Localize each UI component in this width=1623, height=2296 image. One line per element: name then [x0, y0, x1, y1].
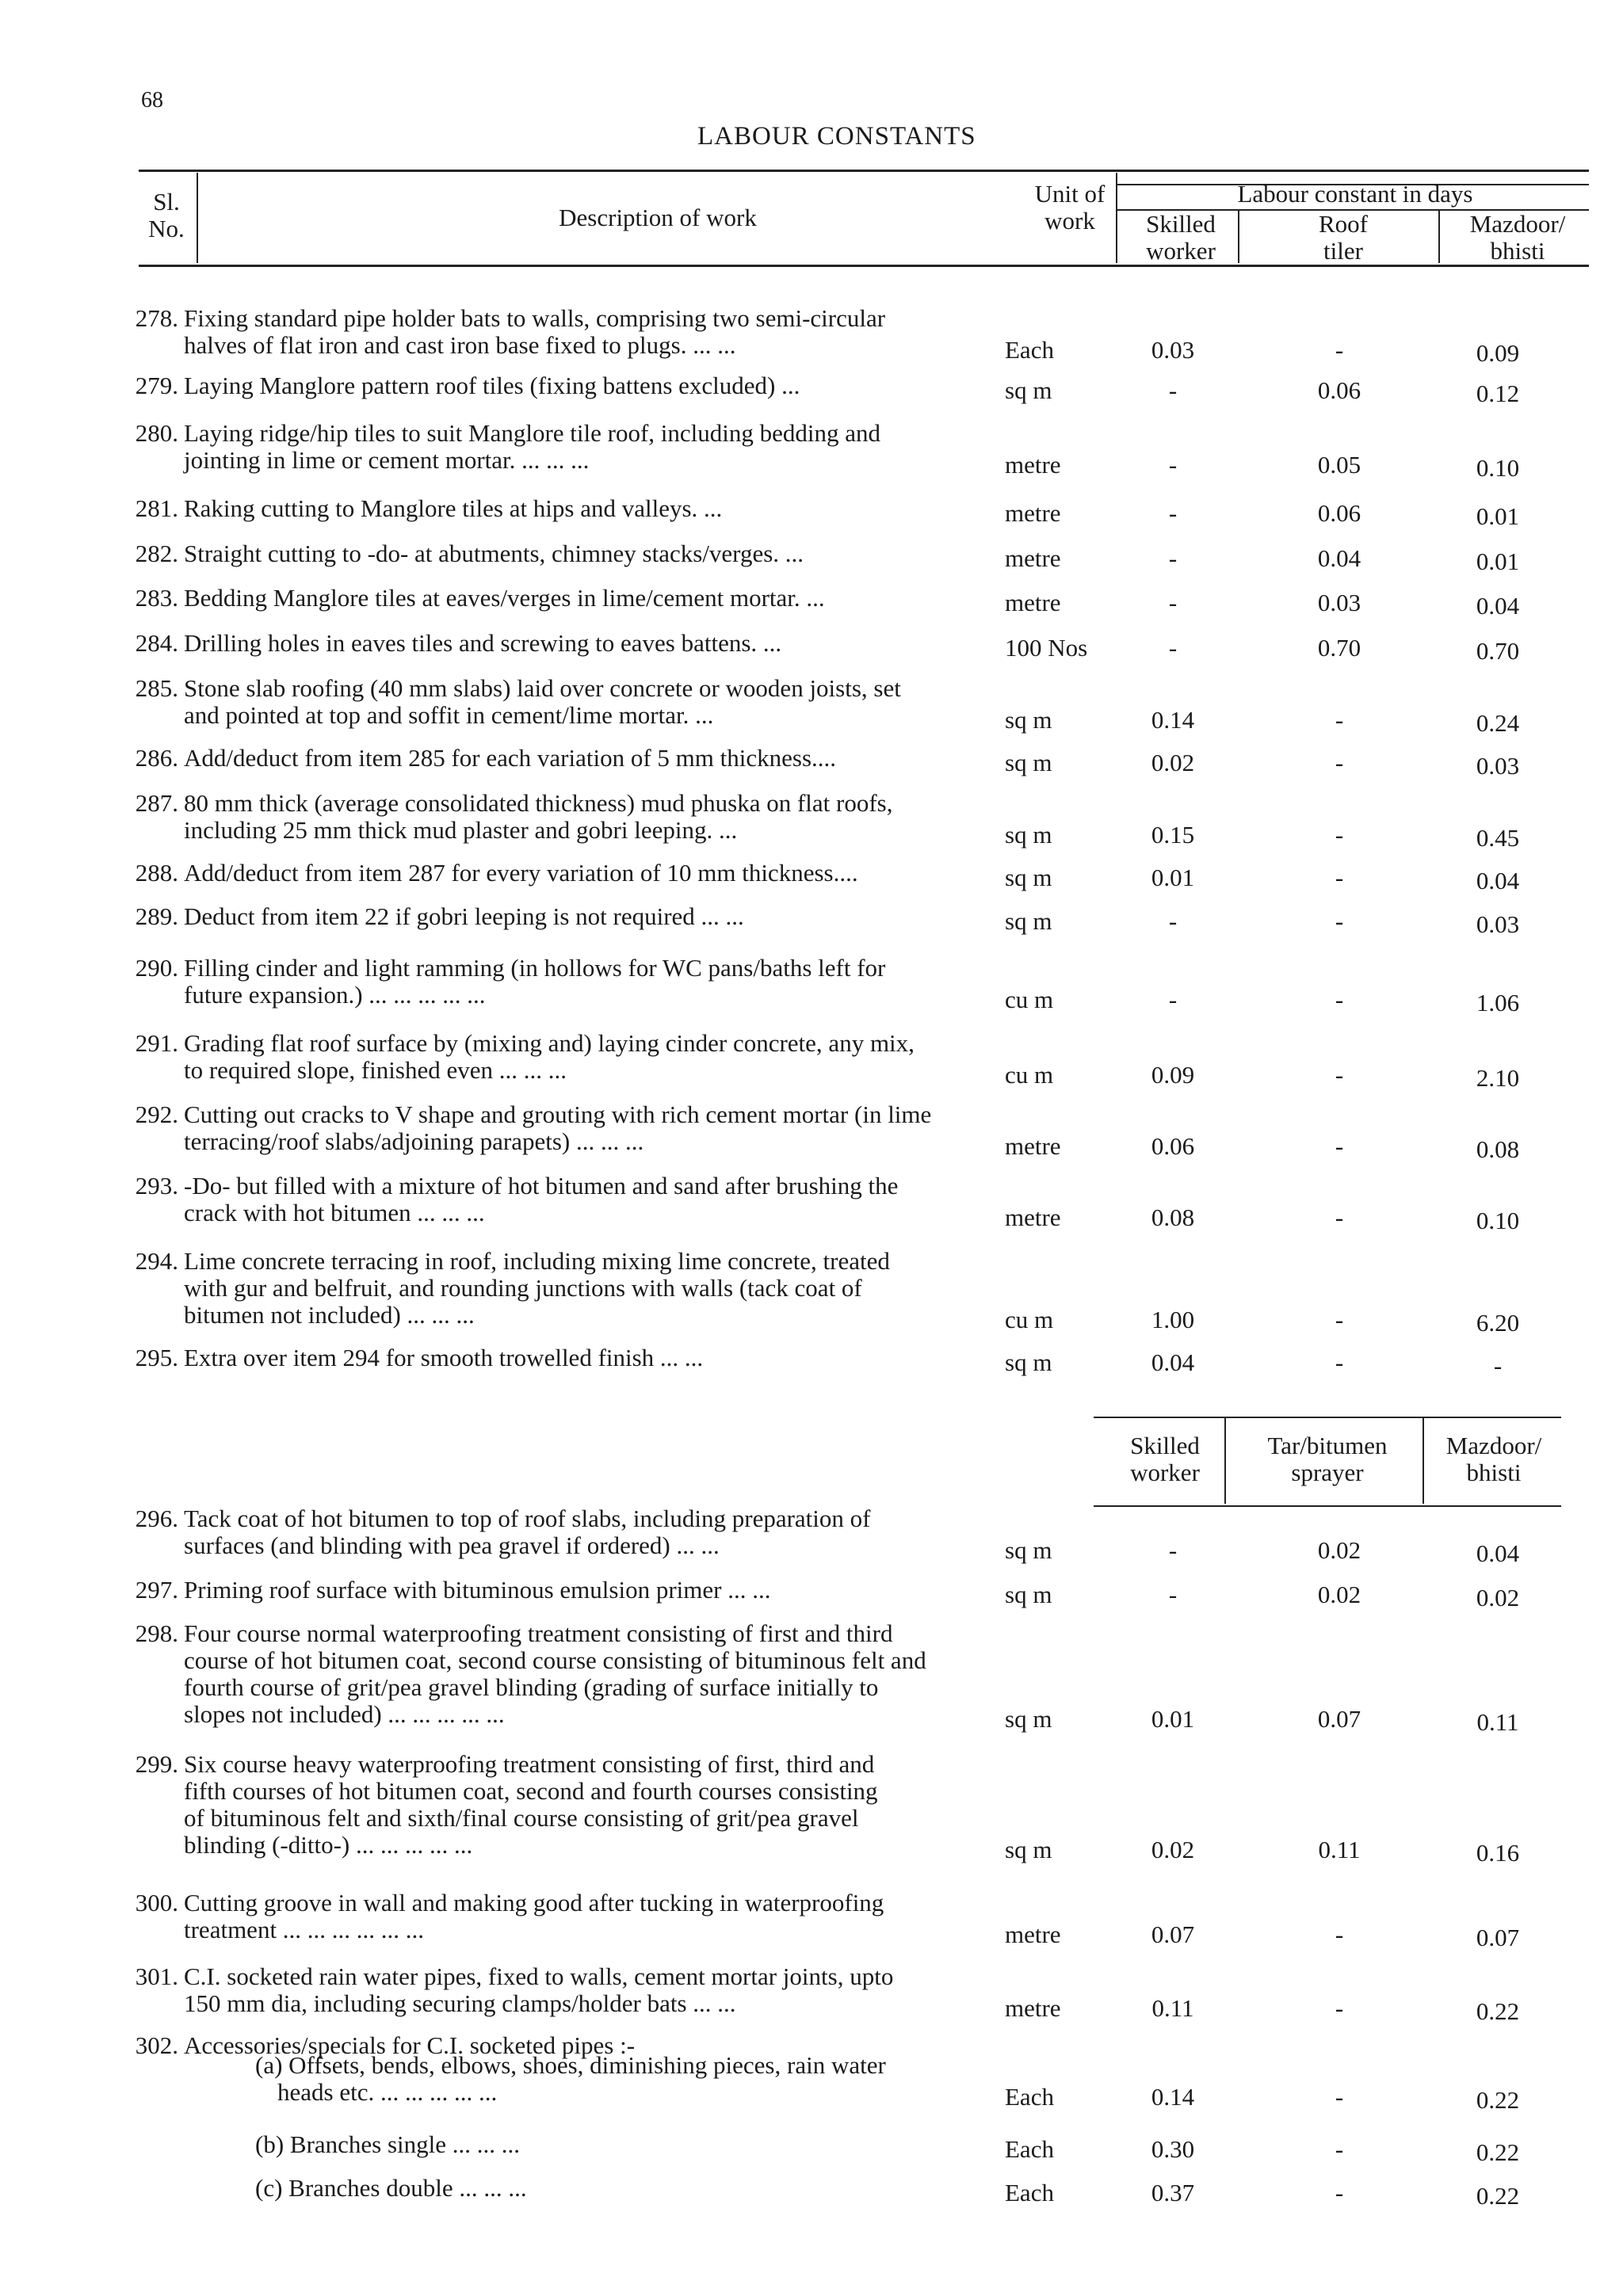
- header-description: Description of work: [559, 204, 757, 231]
- labour-value-col3: 0.70: [1476, 637, 1520, 665]
- labour-value-col1: -: [1168, 1581, 1178, 1608]
- labour-value-col1: 0.14: [1151, 2083, 1195, 2111]
- labour-value-col3: 0.04: [1476, 592, 1520, 620]
- labour-value-col1: -: [1168, 544, 1178, 572]
- header-sl-no: Sl. No.: [148, 188, 185, 242]
- item-description: terracing/roof slabs/adjoining parapets) ... ... ...: [184, 1127, 644, 1155]
- header-col2: Roof tiler: [1319, 210, 1368, 265]
- item-description: Cutting out cracks to V shape and grouting with rich cement mortar (in lime: [184, 1100, 932, 1128]
- item-number: 278.: [135, 304, 178, 332]
- labour-value-col2: -: [1335, 1306, 1344, 1333]
- labour-value-col3: 6.20: [1476, 1309, 1520, 1337]
- labour-value-col3: 0.11: [1476, 1708, 1519, 1736]
- labour-value-col1: 0.08: [1151, 1203, 1195, 1231]
- labour-value-col2: 0.07: [1317, 1705, 1361, 1733]
- labour-value-col2: -: [1335, 1061, 1344, 1089]
- labour-value-col2: 0.04: [1317, 544, 1361, 572]
- item-unit: cu m: [1005, 1306, 1054, 1333]
- item-number: 279.: [135, 372, 178, 399]
- item-unit: Each: [1005, 2179, 1054, 2206]
- item-number: 296.: [135, 1505, 178, 1532]
- header-col3: Mazdoor/ bhisti: [1469, 210, 1566, 265]
- item-unit: sq m: [1005, 1348, 1052, 1376]
- item-number: 301.: [135, 1962, 178, 1990]
- item-description: of bituminous felt and sixth/final course consisting of grit/pea gravel: [184, 1804, 859, 1832]
- labour-value-col1: -: [1168, 499, 1178, 527]
- item-number: 290.: [135, 954, 178, 982]
- labour-value-col1: -: [1168, 376, 1178, 404]
- item-number: 299.: [135, 1750, 178, 1778]
- item-description: Straight cutting to -do- at abutments, chimney stacks/verges. ...: [184, 540, 804, 567]
- item-unit: cu m: [1005, 986, 1054, 1013]
- labour-value-col3: 0.10: [1476, 1207, 1520, 1234]
- labour-value-col1: -: [1168, 451, 1178, 479]
- item-unit: metre: [1005, 1132, 1061, 1160]
- labour-value-col1: -: [1168, 907, 1178, 935]
- labour-value-col1: 0.04: [1151, 1348, 1195, 1376]
- item-description: (a) Offsets, bends, elbows, shoes, diminishing pieces, rain water: [255, 2051, 886, 2079]
- item-description: Cutting groove in wall and making good after tucking in waterproofing: [184, 1889, 884, 1917]
- item-number: 293.: [135, 1172, 178, 1199]
- item-description: including 25 mm thick mud plaster and gobri leeping. ...: [184, 816, 738, 844]
- labour-value-col2: -: [1335, 907, 1344, 935]
- labour-value-col1: 0.02: [1151, 749, 1195, 776]
- labour-value-col2: 0.06: [1317, 499, 1361, 527]
- item-number: 302.: [135, 2031, 178, 2059]
- item-number: 286.: [135, 744, 178, 772]
- labour-value-col2: 0.11: [1318, 1836, 1361, 1863]
- labour-value-col1: 0.01: [1151, 864, 1195, 891]
- labour-value-col3: 0.08: [1476, 1135, 1520, 1163]
- item-description: 150 mm dia, including securing clamps/holder bats ... ...: [184, 1989, 736, 2017]
- item-number: 292.: [135, 1100, 178, 1128]
- item-unit: Each: [1005, 336, 1054, 364]
- item-description: bitumen not included) ... ... ...: [184, 1301, 475, 1329]
- labour-value-col1: -: [1168, 1536, 1178, 1564]
- item-unit: sq m: [1005, 907, 1052, 935]
- item-description: course of hot bitumen coat, second course consisting of bituminous felt and: [184, 1646, 926, 1674]
- item-description: Add/deduct from item 287 for every variation of 10 mm thickness....: [184, 859, 858, 887]
- item-description: Grading flat roof surface by (mixing and) laying cinder concrete, any mix,: [184, 1029, 915, 1057]
- labour-value-col2: -: [1335, 749, 1344, 776]
- labour-value-col3: 0.12: [1476, 379, 1520, 407]
- item-unit: metre: [1005, 1994, 1061, 2022]
- item-description: surfaces (and blinding with pea gravel if ordered) ... ...: [184, 1531, 720, 1559]
- labour-value-col1: 0.11: [1151, 1994, 1194, 2022]
- item-description: Lime concrete terracing in roof, including mixing lime concrete, treated: [184, 1247, 890, 1275]
- header-labour-constant: Labour constant in days: [1237, 180, 1473, 208]
- item-description: Tack coat of hot bitumen to top of roof slabs, including preparation of: [184, 1505, 871, 1532]
- labour-value-col3: 0.24: [1476, 709, 1520, 737]
- item-unit: sq m: [1005, 1705, 1052, 1733]
- item-number: 281.: [135, 494, 178, 522]
- labour-value-col1: 0.06: [1151, 1132, 1195, 1160]
- labour-value-col2: -: [1335, 706, 1344, 734]
- labour-value-col1: 0.03: [1151, 336, 1195, 364]
- labour-value-col1: 0.37: [1151, 2179, 1195, 2206]
- item-description: jointing in lime or cement mortar. ... ... ...: [184, 446, 590, 474]
- labour-value-col1: 1.00: [1151, 1306, 1195, 1333]
- item-unit: Each: [1005, 2083, 1054, 2111]
- item-description: Bedding Manglore tiles at eaves/verges in lime/cement mortar. ...: [184, 584, 825, 612]
- item-number: 295.: [135, 1344, 178, 1371]
- item-description: Accessories/specials for C.I. socketed pipes :-: [184, 2031, 636, 2059]
- labour-value-col2: -: [1335, 821, 1344, 849]
- item-description: to required slope, finished even ... ... ...: [184, 1056, 567, 1084]
- labour-value-col2: -: [1335, 1994, 1344, 2022]
- item-unit: metre: [1005, 451, 1061, 479]
- labour-value-col1: 0.02: [1151, 1836, 1195, 1863]
- labour-value-col2: -: [1335, 1348, 1344, 1376]
- labour-value-col3: 0.16: [1476, 1839, 1520, 1867]
- item-unit: metre: [1005, 499, 1061, 527]
- labour-value-col2: -: [1335, 1920, 1344, 1948]
- item-description: Add/deduct from item 285 for each variation of 5 mm thickness....: [184, 744, 837, 772]
- labour-value-col3: 0.10: [1476, 454, 1520, 482]
- item-unit: sq m: [1005, 706, 1052, 734]
- labour-value-col2: -: [1335, 2083, 1344, 2111]
- item-description: Raking cutting to Manglore tiles at hips and valleys. ...: [184, 494, 723, 522]
- item-number: 280.: [135, 419, 178, 447]
- labour-value-col3: 0.03: [1476, 752, 1520, 780]
- subheader-col1: Skilled worker: [1130, 1432, 1200, 1486]
- labour-value-col2: 0.06: [1317, 376, 1361, 404]
- labour-value-col3: 0.01: [1476, 547, 1520, 575]
- labour-value-col2: -: [1335, 2135, 1344, 2163]
- labour-value-col3: 0.02: [1476, 1584, 1520, 1611]
- labour-value-col2: -: [1335, 986, 1344, 1013]
- item-description: treatment ... ... ... ... ... ...: [184, 1916, 425, 1943]
- labour-value-col3: 0.01: [1476, 502, 1520, 530]
- item-description: fifth courses of hot bitumen coat, second and fourth courses consisting: [184, 1777, 878, 1805]
- item-number: 287.: [135, 789, 178, 817]
- item-description: (c) Branches double ... ... ...: [255, 2174, 527, 2202]
- labour-value-col2: -: [1335, 336, 1344, 364]
- labour-value-col1: 0.01: [1151, 1705, 1195, 1733]
- subheader-col3: Mazdoor/ bhisti: [1445, 1432, 1542, 1486]
- item-unit: sq m: [1005, 864, 1052, 891]
- item-description: Six course heavy waterproofing treatment consisting of first, third and: [184, 1750, 875, 1778]
- item-number: 289.: [135, 902, 178, 930]
- header-unit: Unit of work: [1034, 180, 1106, 235]
- item-unit: sq m: [1005, 376, 1052, 404]
- labour-value-col2: -: [1335, 2179, 1344, 2206]
- labour-value-col2: 0.02: [1317, 1581, 1361, 1608]
- item-number: 282.: [135, 540, 178, 567]
- item-unit: sq m: [1005, 1581, 1052, 1608]
- item-number: 300.: [135, 1889, 178, 1917]
- item-description: slopes not included) ... ... ... ... ...: [184, 1700, 505, 1728]
- labour-value-col2: -: [1335, 864, 1344, 891]
- item-unit: metre: [1005, 589, 1061, 616]
- labour-value-col3: 0.22: [1476, 2182, 1520, 2210]
- item-number: 298.: [135, 1619, 178, 1647]
- item-number: 297.: [135, 1576, 178, 1604]
- item-description: -Do- but filled with a mixture of hot bitumen and sand after brushing the: [184, 1172, 899, 1199]
- labour-value-col3: -: [1493, 1352, 1503, 1379]
- labour-value-col3: 1.06: [1476, 989, 1520, 1016]
- item-unit: metre: [1005, 544, 1061, 572]
- item-description: Drilling holes in eaves tiles and screwing to eaves battens. ...: [184, 629, 782, 657]
- item-description: Priming roof surface with bituminous emulsion primer ... ...: [184, 1576, 771, 1604]
- item-number: 288.: [135, 859, 178, 887]
- labour-value-col3: 0.04: [1476, 867, 1520, 894]
- labour-value-col1: -: [1168, 986, 1178, 1013]
- item-number: 283.: [135, 584, 178, 612]
- item-description: (b) Branches single ... ... ...: [255, 2130, 521, 2158]
- labour-value-col1: 0.07: [1151, 1920, 1195, 1948]
- item-number: 291.: [135, 1029, 178, 1057]
- item-description: fourth course of grit/pea gravel blinding (grading of surface initially to: [184, 1673, 879, 1701]
- labour-value-col3: 0.22: [1476, 2138, 1520, 2166]
- labour-value-col3: 0.45: [1476, 824, 1520, 852]
- item-description: 80 mm thick (average consolidated thickness) mud phuska on flat roofs,: [184, 789, 893, 817]
- labour-value-col3: 0.22: [1476, 2086, 1520, 2114]
- labour-value-col3: 0.09: [1476, 339, 1520, 367]
- labour-value-col3: 0.07: [1476, 1924, 1520, 1951]
- item-description: blinding (-ditto-) ... ... ... ... ...: [184, 1831, 473, 1859]
- labour-value-col2: 0.70: [1317, 634, 1361, 662]
- labour-value-col1: -: [1168, 634, 1178, 662]
- item-number: 285.: [135, 674, 178, 702]
- item-description: Laying Manglore pattern roof tiles (fixing battens excluded) ...: [184, 372, 800, 399]
- item-description: Fixing standard pipe holder bats to walls, comprising two semi-circular: [184, 304, 886, 332]
- page-title: LABOUR CONSTANTS: [697, 122, 976, 151]
- labour-value-col3: 0.03: [1476, 910, 1520, 938]
- item-description: C.I. socketed rain water pipes, fixed to walls, cement mortar joints, upto: [184, 1962, 894, 1990]
- item-description: Four course normal waterproofing treatment consisting of first and third: [184, 1619, 893, 1647]
- item-unit: sq m: [1005, 1836, 1052, 1863]
- labour-value-col3: 0.04: [1476, 1539, 1520, 1567]
- labour-value-col2: 0.02: [1317, 1536, 1361, 1564]
- labour-value-col1: 0.30: [1151, 2135, 1195, 2163]
- labour-value-col1: -: [1168, 589, 1178, 616]
- labour-value-col3: 2.10: [1476, 1064, 1520, 1092]
- item-description: Laying ridge/hip tiles to suit Manglore tile roof, including bedding and: [184, 419, 881, 447]
- labour-value-col1: 0.09: [1151, 1061, 1195, 1089]
- item-unit: sq m: [1005, 821, 1052, 849]
- item-unit: sq m: [1005, 749, 1052, 776]
- item-unit: metre: [1005, 1920, 1061, 1948]
- item-description: heads etc. ... ... ... ... ...: [277, 2078, 498, 2106]
- labour-value-col2: -: [1335, 1203, 1344, 1231]
- item-unit: metre: [1005, 1203, 1061, 1231]
- item-description: Extra over item 294 for smooth trowelled finish ... ...: [184, 1344, 704, 1371]
- item-unit: Each: [1005, 2135, 1054, 2163]
- header-col1: Skilled worker: [1146, 210, 1216, 265]
- item-description: Filling cinder and light ramming (in hollows for WC pans/baths left for: [184, 954, 886, 982]
- labour-value-col2: 0.03: [1317, 589, 1361, 616]
- item-unit: 100 Nos: [1005, 634, 1088, 662]
- item-description: and pointed at top and soffit in cement/lime mortar. ...: [184, 701, 714, 729]
- labour-value-col2: -: [1335, 1132, 1344, 1160]
- labour-value-col3: 0.22: [1476, 1997, 1520, 2025]
- item-description: future expansion.) ... ... ... ... ...: [184, 981, 486, 1009]
- item-description: with gur and belfruit, and rounding junctions with walls (tack coat of: [184, 1274, 862, 1302]
- item-description: Deduct from item 22 if gobri leeping is not required ... ...: [184, 902, 744, 930]
- labour-value-col1: 0.15: [1151, 821, 1195, 849]
- item-number: 294.: [135, 1247, 178, 1275]
- labour-value-col1: 0.14: [1151, 706, 1195, 734]
- labour-value-col2: 0.05: [1317, 451, 1361, 479]
- item-description: crack with hot bitumen ... ... ...: [184, 1199, 485, 1226]
- item-number: 284.: [135, 629, 178, 657]
- item-unit: cu m: [1005, 1061, 1054, 1089]
- subheader-col2: Tar/bitumen sprayer: [1267, 1432, 1388, 1486]
- item-description: halves of flat iron and cast iron base fixed to plugs. ... ...: [184, 331, 736, 359]
- item-unit: sq m: [1005, 1536, 1052, 1564]
- page-number: 68: [141, 88, 163, 113]
- item-description: Stone slab roofing (40 mm slabs) laid over concrete or wooden joists, set: [184, 674, 901, 702]
